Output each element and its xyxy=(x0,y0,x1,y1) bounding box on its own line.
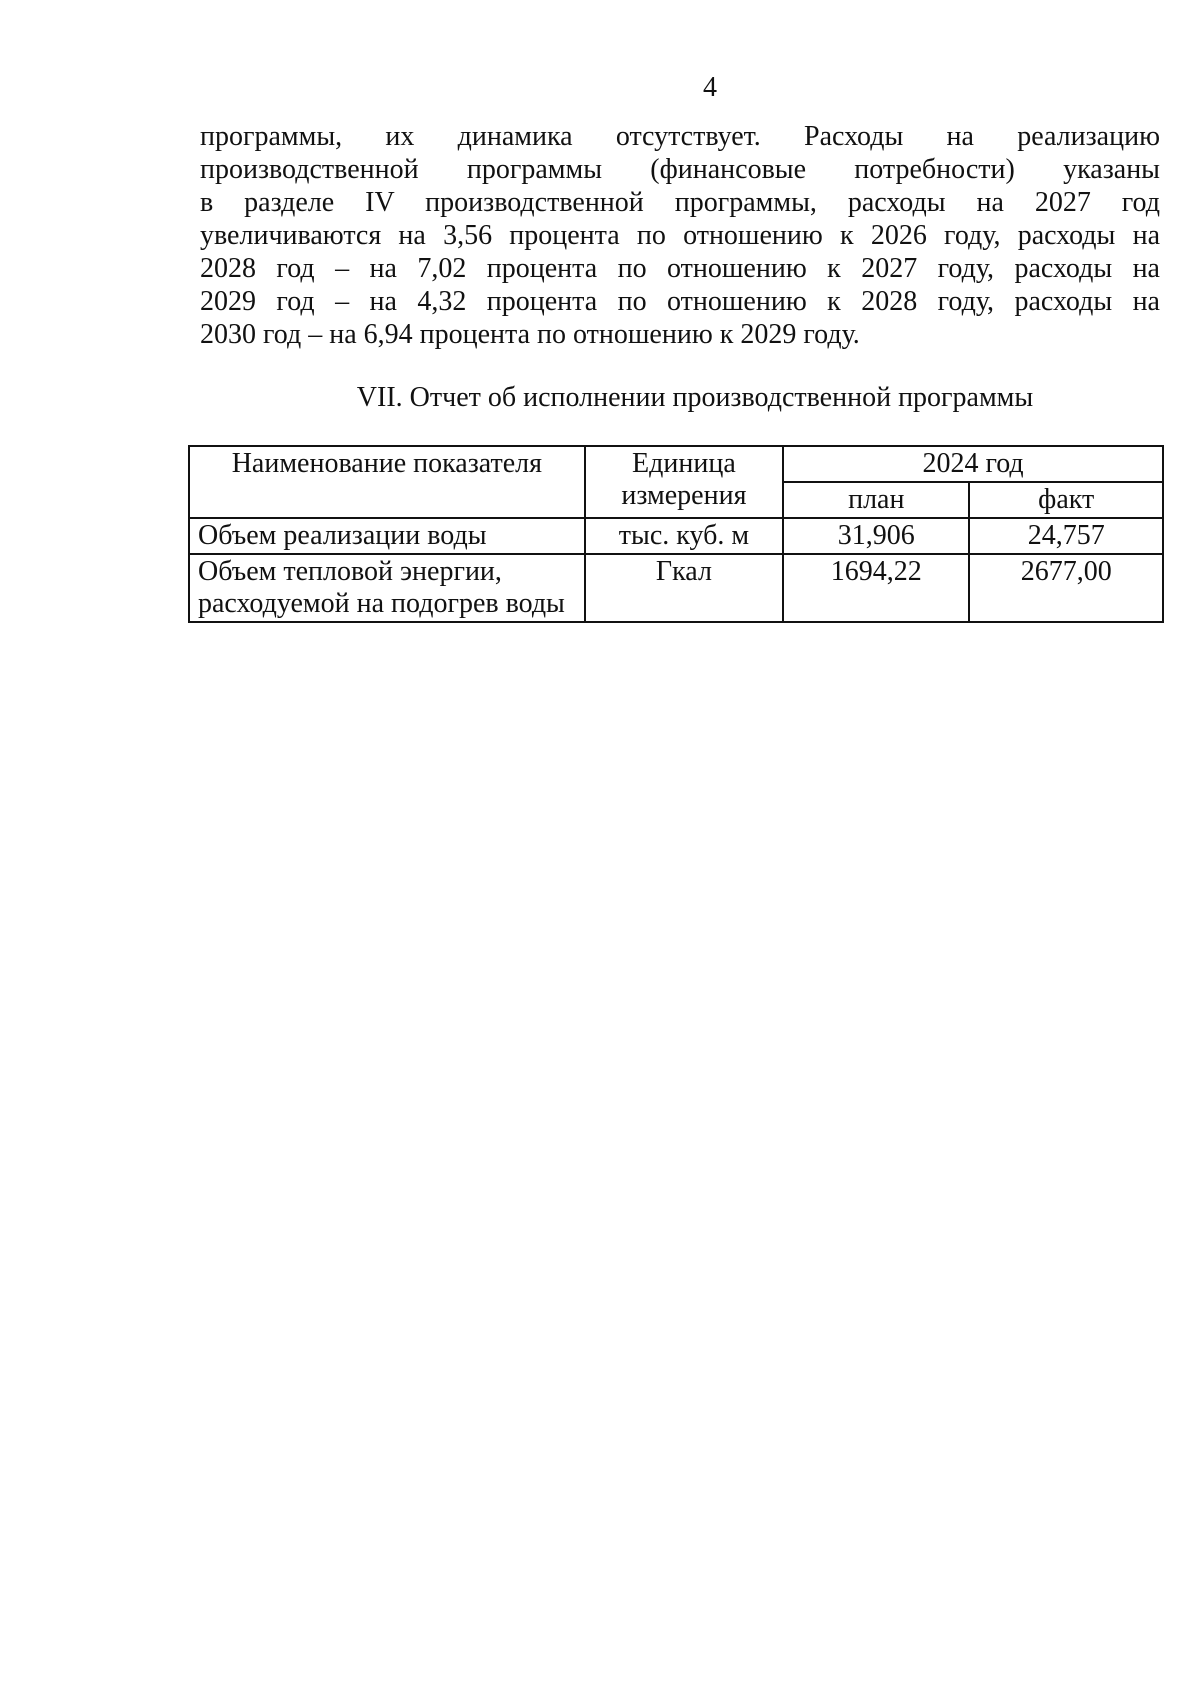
header-fact: факт xyxy=(969,482,1163,518)
paragraph-line: в разделе IV производственной программы, расходы на 2027 год xyxy=(200,187,1160,218)
table-row xyxy=(189,518,1163,554)
body-paragraph xyxy=(200,120,1160,351)
header-indicator-name: Наименование показателя xyxy=(189,446,585,518)
paragraph-line: производственной программы (финансовые потребности) указаны xyxy=(200,154,1160,185)
header-unit: Единица измерения xyxy=(585,446,783,518)
table-header-row xyxy=(189,446,1163,482)
page-number: 4 xyxy=(703,72,717,103)
header-plan: план xyxy=(783,482,969,518)
cell-plan: 31,906 xyxy=(783,518,969,554)
cell-indicator-name: Объем реализации воды xyxy=(189,518,585,554)
header-year: 2024 год xyxy=(783,446,1163,482)
cell-plan: 1694,22 xyxy=(783,554,969,622)
paragraph-line: 2029 год – на 4,32 процента по отношению к 2028 году, расходы на xyxy=(200,286,1160,317)
paragraph-line: программы, их динамика отсутствует. Расходы на реализацию xyxy=(200,121,1160,152)
cell-unit: Гкал xyxy=(585,554,783,622)
paragraph-line: 2030 год – на 6,94 процента по отношению к 2029 году. xyxy=(200,319,860,350)
cell-fact: 2677,00 xyxy=(969,554,1163,622)
paragraph-line: увеличиваются на 3,56 процента по отношению к 2026 году, расходы на xyxy=(200,220,1160,251)
cell-unit: тыс. куб. м xyxy=(585,518,783,554)
cell-indicator-name: Объем тепловой энергии, расходуемой на подогрев воды xyxy=(189,554,585,622)
table-row xyxy=(189,554,1163,622)
cell-fact: 24,757 xyxy=(969,518,1163,554)
paragraph-line: 2028 год – на 7,02 процента по отношению к 2027 году, расходы на xyxy=(200,253,1160,284)
section-heading: VII. Отчет об исполнении производственной программы xyxy=(356,382,1034,413)
production-program-report-table xyxy=(188,445,1164,623)
